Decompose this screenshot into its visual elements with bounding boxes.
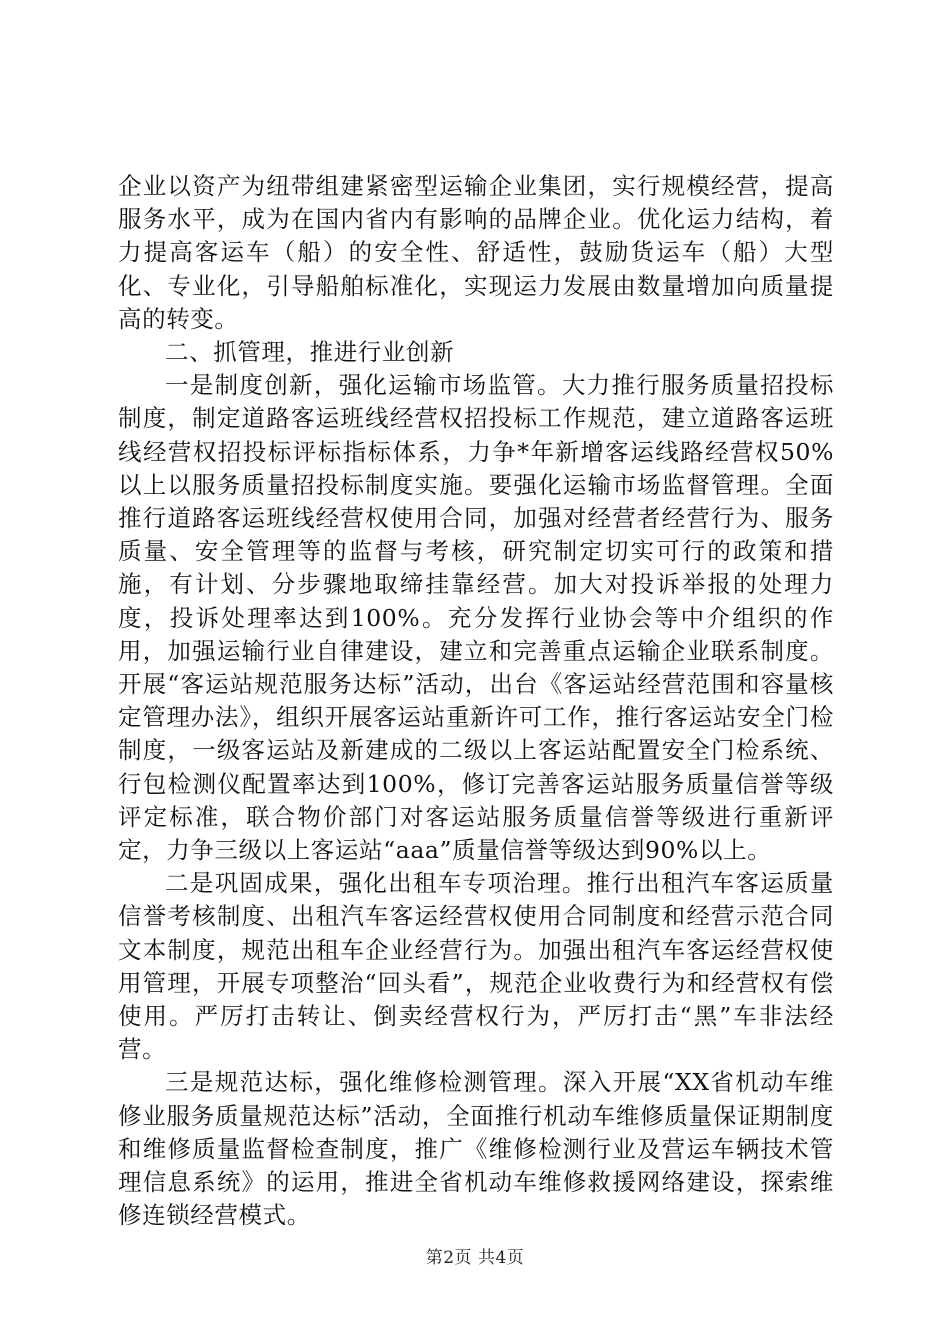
document-body [118, 170, 834, 1233]
page-number-footer: 第2页 共4页 [425, 1248, 525, 1268]
paragraph-maintenance-inspection: 三是规范达标，强化维修检测管理。深入开展“XX省机动车维修业服务质量规范达标”活动，全面推行机动车维修质量保证期制度和维修质量监督检查制度，推广《维修检测行业及营运车辆技术管理信息系统》的运用，推进全省机动车维修救援网络建设，探索维修连锁经营模式。 [118, 1068, 834, 1230]
paragraph-institutional-innovation: 一是制度创新，强化运输市场监管。大力推行服务质量招投标制度，制定道路客运班线经营权招投标工作规范，建立道路客运班线经营权招投标评标指标体系，力争*年新增客运线路经营权50%以上以服务质量招投标制度实施。要强化运输市场监督管理。全面推行道路客运班线经营权使用合同，加强对经营者经营行为、服务质量、安全管理等的监督与考核，研究制定切实可行的政策和措施，有计划、分步骤地取缔挂靠经营。加大对投诉举报的处理力度，投诉处理率达到100%。充分发挥行业协会等中介组织的作用，加强运输行业自律建设，建立和完善重点运输企业联系制度。开展“客运站规范服务达标”活动，出台《客运站经营范围和容量核定管理办法》，组织开展客运站重新许可工作，推行客运站安全门检制度，一级客运站及新建成的二级以上客运站配置安全门检系统、行包检测仪配置率达到100%，修订完善客运站服务质量信誉等级评定标准，联合物价部门对客运站服务质量信誉等级进行重新评定，力争三级以上客运站“aaa”质量信誉等级达到90%以上。 [118, 371, 834, 865]
section-heading: 二、抓管理，推进行业创新 [165, 338, 455, 367]
paragraph-continuation: 企业以资产为纽带组建紧密型运输企业集团，实行规模经营，提高服务水平，成为在国内省内有影响的品牌企业。优化运力结构，着力提高客运车（船）的安全性、舒适性，鼓励货运车（船）大型化、专业化，引导船舶标准化，实现运力发展由数量增加向质量提高的转变。 [118, 172, 834, 333]
paragraph-taxi-governance: 二是巩固成果，强化出租车专项治理。推行出租汽车客运质量信誉考核制度、出租汽车客运经营权使用合同制度和经营示范合同文本制度，规范出租车企业经营行为。加强出租汽车客运经营权使用管理，开展专项整治“回头看”，规范企业收费行为和经营权有偿使用。严厉打击转让、倒卖经营权行为，严厉打击“黑”车非法经营。 [118, 869, 834, 1064]
